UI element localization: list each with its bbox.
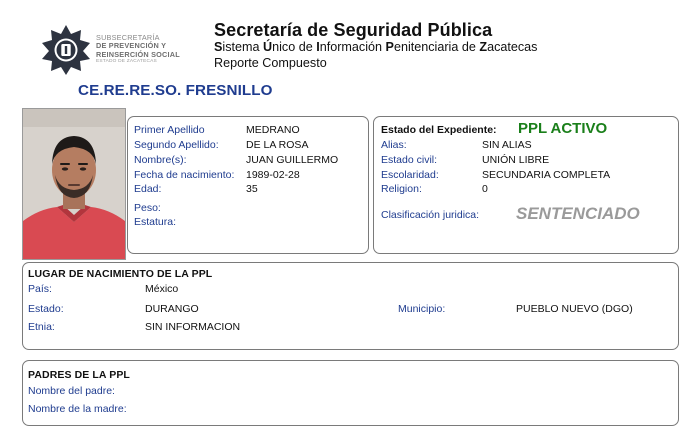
pais-value: México <box>145 283 179 295</box>
report-type: Reporte Compuesto <box>214 56 327 70</box>
parents-title: PADRES DE LA PPL <box>28 369 130 381</box>
escolaridad-label: Escolaridad: <box>381 169 439 181</box>
nombres-value: JUAN GUILLERMO <box>246 154 339 166</box>
system-word-2: nico de <box>272 40 317 54</box>
segundo-apellido-value: DE LA ROSA <box>246 139 309 151</box>
etnia-label: Etnia: <box>28 321 55 333</box>
primer-apellido-label: Primer Apellido <box>134 124 205 136</box>
peso-label: Peso: <box>134 202 161 214</box>
alias-label: Alias: <box>381 139 407 151</box>
system-word-3: nformación <box>319 40 386 54</box>
agency-brand-text <box>96 34 196 65</box>
brand-line-1: SUBSECRETARÍA <box>96 33 160 42</box>
fecha-nacimiento-value: 1989-02-28 <box>246 169 300 181</box>
alias-value: SIN ALIAS <box>482 139 532 151</box>
estado-expediente-value: PPL ACTIVO <box>518 120 608 137</box>
system-word-1: istema <box>222 40 263 54</box>
clasificacion-value: SENTENCIADO <box>516 204 640 223</box>
municipio-value: PUEBLO NUEVO (DGO) <box>516 303 633 315</box>
estado-nacimiento-value: DURANGO <box>145 303 199 315</box>
brand-line-2: DE PREVENCIÓN Y <box>96 41 167 51</box>
primer-apellido-value: MEDRANO <box>246 124 300 136</box>
estado-civil-label: Estado civil: <box>381 154 438 166</box>
escolaridad-value: SECUNDARIA COMPLETA <box>482 169 611 181</box>
estado-expediente-label: Estado del Expediente: <box>381 124 497 136</box>
edad-label: Edad: <box>134 183 162 195</box>
birthplace-title: LUGAR DE NACIMIENTO DE LA PPL <box>28 268 213 280</box>
system-initial-p: P <box>385 40 394 54</box>
facility-name: CE.RE.RE.SO. FRESNILLO <box>78 82 273 99</box>
padre-label: Nombre del padre: <box>28 385 115 397</box>
system-initial-u: Ú <box>263 40 273 54</box>
brand-line-4: ESTADO DE ZACATECAS <box>96 59 157 65</box>
brand-line-3: REINSERCIÓN SOCIAL <box>96 49 180 59</box>
estado-nacimiento-label: Estado: <box>28 303 64 315</box>
fecha-nacimiento-label: Fecha de nacimiento: <box>134 169 235 181</box>
estado-civil-value: UNIÓN LIBRE <box>482 154 550 166</box>
segundo-apellido-label: Segundo Apellido: <box>134 139 219 151</box>
system-initial-z: Z <box>479 40 488 54</box>
nombres-label: Nombre(s): <box>134 154 187 166</box>
system-word-4: enitenciaria de <box>393 40 480 54</box>
system-initial-s: S <box>214 40 223 54</box>
agency-seal-icon <box>40 24 92 76</box>
religion-value: 0 <box>482 183 488 195</box>
page-title: Secretaría de Seguridad Pública <box>214 20 493 40</box>
inmate-photo <box>22 108 126 260</box>
system-initial-i: I <box>316 40 320 54</box>
pais-label: País: <box>28 283 52 295</box>
religion-label: Religion: <box>381 183 422 195</box>
estatura-label: Estatura: <box>134 216 177 228</box>
madre-label: Nombre de la madre: <box>28 403 127 415</box>
system-word-5: acatecas <box>487 40 538 54</box>
clasificacion-label: Clasificación juridica: <box>381 209 480 221</box>
edad-value: 35 <box>246 183 258 195</box>
etnia-value: SIN INFORMACION <box>145 321 241 333</box>
municipio-label: Municipio: <box>398 303 446 315</box>
system-name <box>214 40 537 54</box>
